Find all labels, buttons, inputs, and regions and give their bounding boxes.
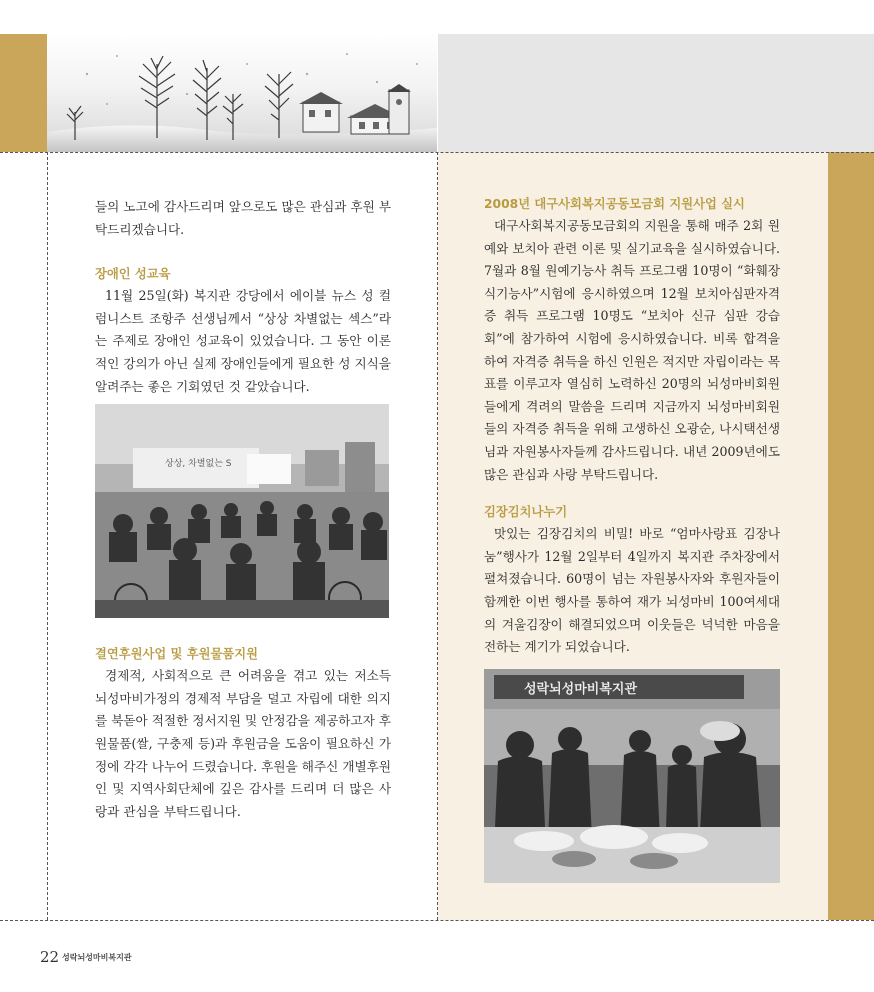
section-heading-kimchi-sharing: 김장김치나누기 bbox=[484, 505, 568, 520]
intro-text: 들의 노고에 감사드리며 앞으로도 많은 관심과 후원 부탁드리겠습니다. bbox=[95, 199, 391, 237]
left-dashed-rule bbox=[47, 152, 48, 920]
section-heading-sponsorship: 결연후원사업 및 후원물품지원 bbox=[95, 647, 258, 662]
winter-banner-illustration bbox=[47, 34, 437, 152]
left-column bbox=[95, 196, 391, 823]
community-chest-body: 대구사회복지공동모금회의 지원을 통해 매주 2회 원예와 보치아 관련 이론 및 실기교육을 실시하였습니다. 7월과 8월 원예기능사 취득 프로그램 10명이 “화훼장식기능사”시험에 응시하였으며 12월 보치아심판자격증 취득 프로그램 10명도 “보치아 신규 심판 강습회”에 참가하여 시험에 응시하였습니다. 비록 합격을 하여 자격증 취득을 하신 인원은 적지만 자립이라는 목표를 이루고자 열심히 노력하신 20명의 뇌성마비회원들에게 격려의 말씀을 드리며 지금까지 뇌성마비회원들의 자격증 취득을 위해 고생하신 오광순, 나시택선생님과 자원봉사자들께 감사드립니다. 내년 2009년에도 많은 관심과 사랑 부탁드립니다. bbox=[484, 218, 780, 482]
right-column bbox=[484, 194, 780, 883]
gold-tab-left bbox=[0, 34, 47, 152]
sex-education-photo bbox=[95, 404, 389, 618]
section-heading-community-chest: 2008년 대구사회복지공동모금회 지원사업 실시 bbox=[484, 197, 745, 211]
banner-text: 상상, 차별없는 S bbox=[165, 459, 232, 470]
header-gray-block bbox=[438, 34, 874, 152]
gold-tab-right bbox=[828, 152, 874, 920]
kimchi-sharing-body: 맛있는 김장김치의 비밀! 바로 “엄마사랑표 김장나눔”행사가 12월 2일부터 4일까지 복지관 주차장에서 펼쳐졌습니다. 60명이 넘는 자원봉사자와 후원자들이 함께한 이번 행사를 통하여 재가 뇌성마비 100여세대의 겨울김장이 해결되었으며 이웃들은 넉넉한 마음을 전하는 계기가 되었습니다. bbox=[484, 526, 780, 655]
bottom-dashed-rule bbox=[0, 920, 874, 921]
building-sign-text: 성락뇌성마비복지관 bbox=[524, 681, 638, 697]
section-heading-sex-education: 장애인 성교육 bbox=[95, 267, 171, 282]
sponsorship-body: 경제적, 사회적으로 큰 어려움을 겪고 있는 저소득 뇌성마비가정의 경제적 부담을 덜고 자립에 대한 의지를 북돋아 적절한 정서지원 및 안정감을 제공하고자 후원물품(쌀, 구충제 등)과 후원금을 도움이 필요하신 가정에 각각 나누어 드렸습니다. 후원을 해주신 개별후원인 및 지역사회단체에 깊은 감사를 드리며 더 많은 사랑과 관심을 부탁드립니다. bbox=[95, 668, 391, 819]
page-number: 22 bbox=[40, 948, 60, 966]
center-dashed-rule bbox=[437, 152, 438, 920]
sex-education-body: 11월 25일(화) 복지관 강당에서 에이블 뉴스 성 컬럼니스트 조항주 선생님께서 “상상 차별없는 섹스”라는 주제로 장애인 성교육이 있었습니다. 그 동안 이론적인 강의가 아닌 실제 장애인들에게 필요한 성 지식을 알려주는 좋은 기회였던 것 같았습니다. bbox=[95, 288, 391, 394]
kimchi-sharing-photo bbox=[484, 669, 780, 883]
footer-organization-name: 성락뇌성마비복지관 bbox=[62, 953, 132, 962]
